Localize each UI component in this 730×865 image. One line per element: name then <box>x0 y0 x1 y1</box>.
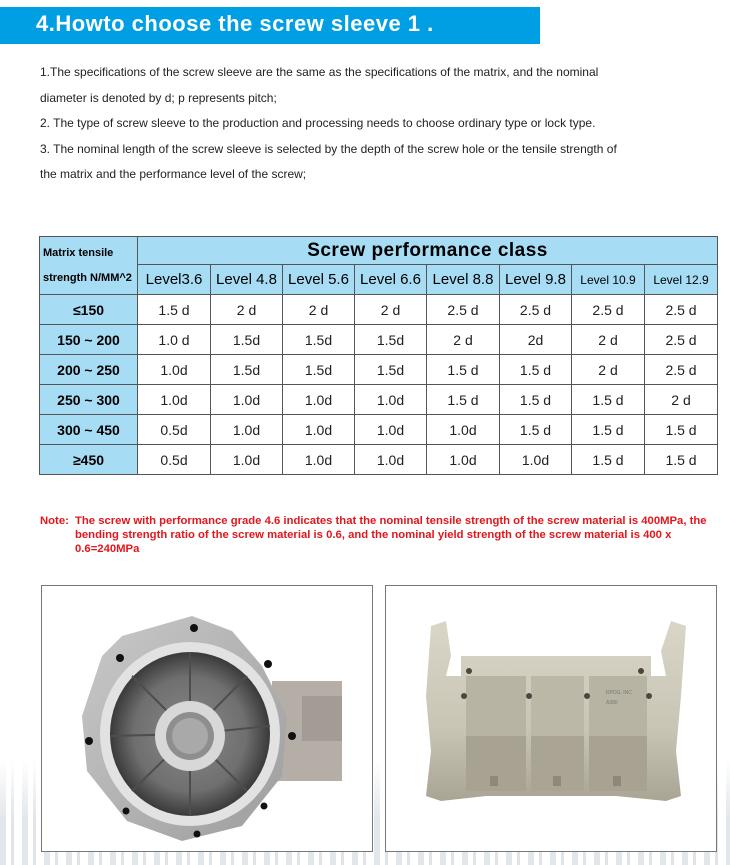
table-cell: 1.5d <box>355 325 427 355</box>
table-cell: 1.0d <box>211 385 283 415</box>
table-cell: 1.0d <box>500 445 572 475</box>
table-cell: 2.5 d <box>427 295 500 325</box>
column-header-level: Level 8.8 <box>427 265 500 295</box>
table-cell: 1.0d <box>427 445 500 475</box>
column-header-level: Level 12.9 <box>645 265 718 295</box>
table-cell: 1.5d <box>283 355 355 385</box>
table-cell: 1.0d <box>283 445 355 475</box>
table-cell: 2.5 d <box>645 295 718 325</box>
table-cell: 1.0d <box>355 445 427 475</box>
table-cell: 1.5 d <box>572 385 645 415</box>
performance-class-header: Screw performance class <box>138 237 718 265</box>
table-cell: 1.5d <box>211 355 283 385</box>
table-cell: 1.0d <box>427 415 500 445</box>
bracket-marking-2: A380 <box>606 700 618 706</box>
tray-bracket-image <box>386 586 716 851</box>
column-header-level: Level 10.9 <box>572 265 645 295</box>
table-row <box>40 385 718 415</box>
intro-line-1: 1.The specifications of the screw sleeve are the same as the specifications of the matrix, and the nominal <box>40 65 599 79</box>
table-cell: 1.5 d <box>427 385 500 415</box>
matrix-strength-header <box>40 237 138 295</box>
table-cell: 2 d <box>572 325 645 355</box>
table-cell: 1.5 d <box>427 355 500 385</box>
column-header-level: Level 4.8 <box>211 265 283 295</box>
table-cell: 2.5 d <box>572 295 645 325</box>
row-header-strength: ≥450 <box>40 445 138 475</box>
table-cell: 1.0d <box>355 385 427 415</box>
table-cell: 0.5d <box>138 415 211 445</box>
column-header-level: Level3.6 <box>138 265 211 295</box>
note-label: Note: <box>40 515 69 527</box>
table-cell: 2.5 d <box>645 355 718 385</box>
table-row <box>40 415 718 445</box>
table-cell: 1.0d <box>138 355 211 385</box>
table-cell: 1.0d <box>211 415 283 445</box>
column-header-level: Level 9.8 <box>500 265 572 295</box>
table-cell: 2 d <box>427 325 500 355</box>
table-row <box>40 445 718 475</box>
screw-sleeve-spec-table <box>39 236 718 475</box>
row-header-strength: 300 ~ 450 <box>40 415 138 445</box>
intro-text <box>40 60 690 188</box>
table-cell: 2.5 d <box>500 295 572 325</box>
table-cell: 1.5 d <box>500 385 572 415</box>
table-cell: 2 d <box>211 295 283 325</box>
intro-line-2: 2. The type of screw sleeve to the production and processing needs to choose ordinary type or lock type. <box>40 116 596 130</box>
table-row <box>40 295 718 325</box>
section-title: 4.Howto choose the screw sleeve 1 . <box>36 11 434 36</box>
table-cell: 2.5 d <box>645 325 718 355</box>
table-cell: 2 d <box>572 355 645 385</box>
corner-line-2: strength N/MM^2 <box>43 271 132 284</box>
table-row <box>40 325 718 355</box>
note <box>40 514 720 556</box>
column-header-level: Level 5.6 <box>283 265 355 295</box>
table-cell: 0.5d <box>138 445 211 475</box>
table-cell: 2 d <box>355 295 427 325</box>
table-cell: 1.0d <box>138 385 211 415</box>
note-text: The screw with performance grade 4.6 indicates that the nominal tensile strength of the screw material is 400MPa, the bending strength ratio of the screw material is 0.6, and the nominal yield strength of the screw material is 400 x 0.6=240MPa <box>75 515 707 555</box>
table-cell: 1.5 d <box>500 415 572 445</box>
row-header-strength: 150 ~ 200 <box>40 325 138 355</box>
table-cell: 1.0d <box>355 415 427 445</box>
table-cell: 2 d <box>283 295 355 325</box>
bracket-marking-1: RPDG, INC <box>606 690 632 696</box>
table-cell: 1.5d <box>355 355 427 385</box>
table-cell: 1.5 d <box>572 445 645 475</box>
table-row <box>40 355 718 385</box>
corner-line-1: Matrix tensile <box>43 246 114 259</box>
intro-line-1b: diameter is denoted by d; p represents pitch; <box>40 90 277 105</box>
table-cell: 1.5 d <box>500 355 572 385</box>
row-header-strength: ≤150 <box>40 295 138 325</box>
row-header-strength: 200 ~ 250 <box>40 355 138 385</box>
intro-line-3b: the matrix and the performance level of the screw; <box>40 167 307 181</box>
table-cell: 1.5 d <box>138 295 211 325</box>
table-cell: 1.5 d <box>645 415 718 445</box>
photo-motor-end-cover <box>41 585 373 852</box>
table-cell: 1.0d <box>283 415 355 445</box>
table-cell: 1.0 d <box>138 325 211 355</box>
table-cell: 1.0d <box>283 385 355 415</box>
table-cell: 2 d <box>645 385 718 415</box>
column-header-level: Level 6.6 <box>355 265 427 295</box>
section-title-bar <box>0 7 540 44</box>
table-cell: 2d <box>500 325 572 355</box>
intro-line-3: 3. The nominal length of the screw sleeve is selected by the depth of the screw hole or the tensile strength of <box>40 141 617 156</box>
table-cell: 1.5d <box>211 325 283 355</box>
table-cell: 1.5 d <box>572 415 645 445</box>
motor-cover-image <box>42 586 372 851</box>
table-cell: 1.0d <box>211 445 283 475</box>
table-cell: 1.5d <box>283 325 355 355</box>
photo-tray-bracket <box>385 585 717 852</box>
table-cell: 1.5 d <box>645 445 718 475</box>
row-header-strength: 250 ~ 300 <box>40 385 138 415</box>
